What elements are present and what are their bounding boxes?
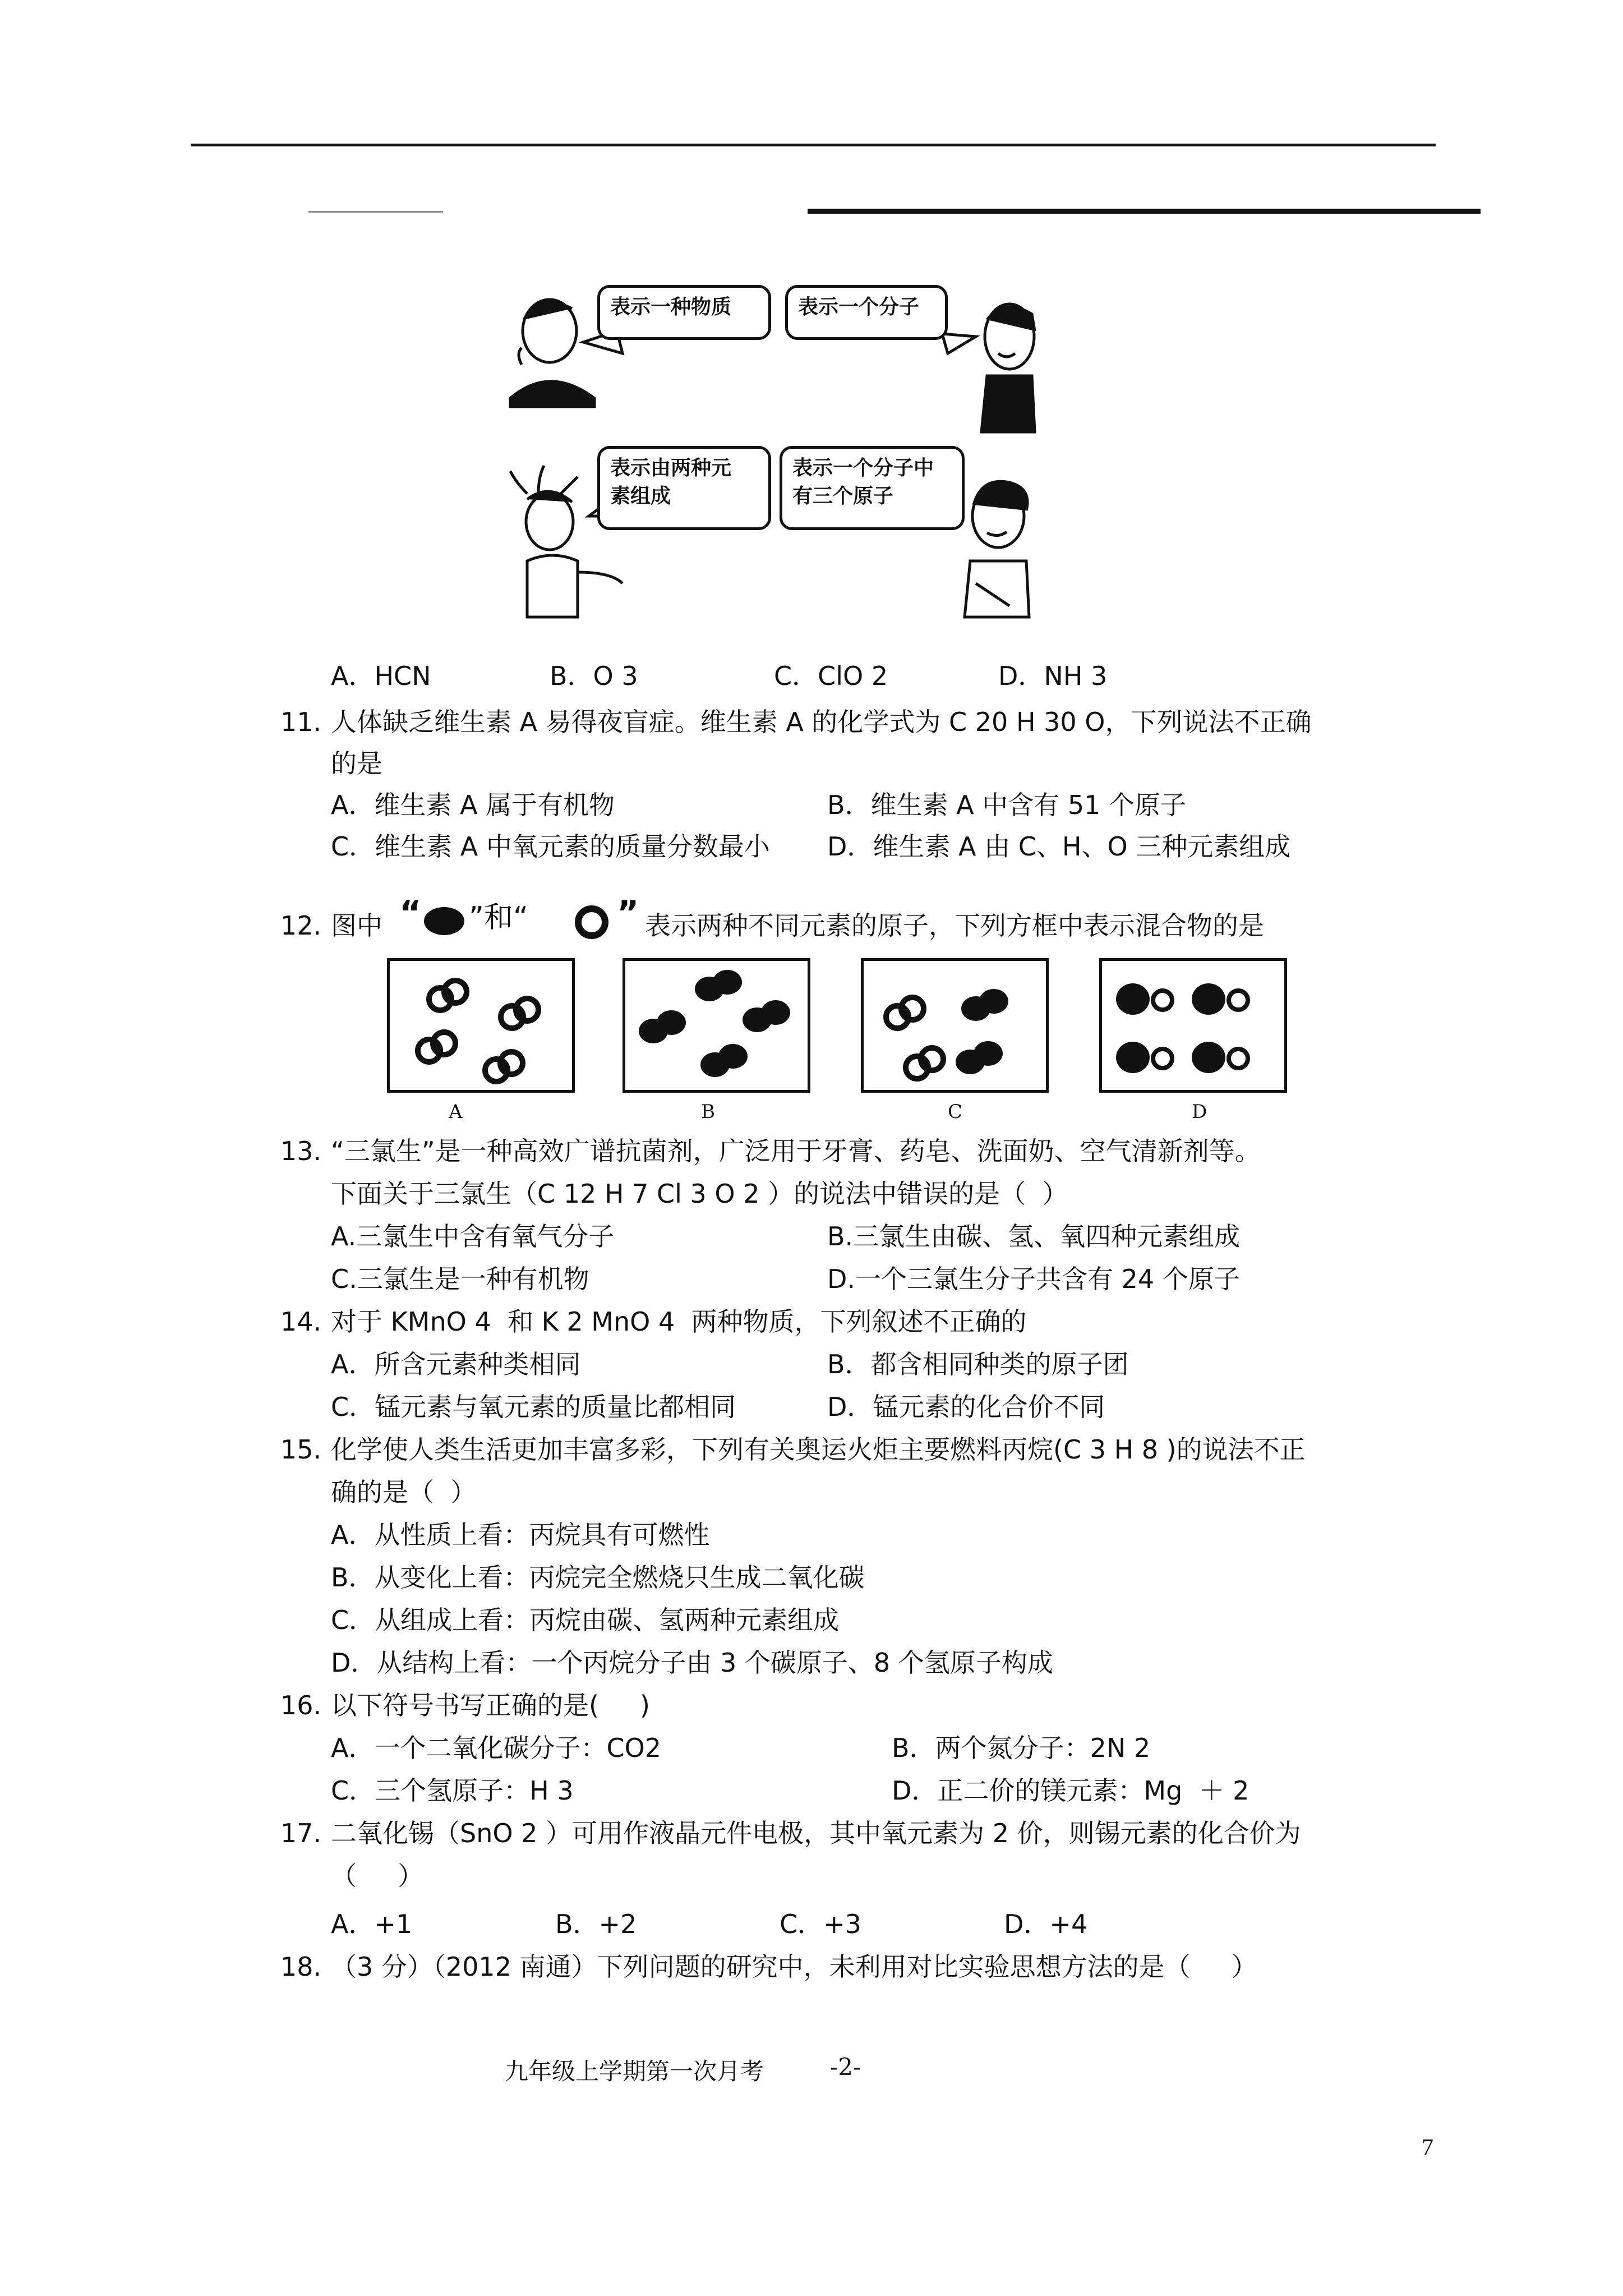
q11-number: 11. (280, 707, 322, 737)
q10-option-c: C．ClO 2 (774, 661, 888, 691)
q11-option-c: C．维生素 A 中氧元素的质量分数最小 (331, 831, 770, 862)
box-d-molecules (1102, 961, 1284, 1090)
q15-option-a: A．从性质上看：丙烷具有可燃性 (331, 1520, 710, 1550)
q12-label-c: C (948, 1101, 963, 1123)
q13-option-b: B.三氯生由碳、氢、氧四种元素组成 (827, 1221, 1241, 1251)
header-rule-secondary (808, 209, 1481, 214)
q13-stem-cont: 下面关于三氯生（C 12 H 7 Cl 3 O 2 ）的说法中错误的是（ ） (331, 1179, 1068, 1209)
q11-option-b: B．维生素 A 中含有 51 个原子 (827, 790, 1187, 820)
box-a-molecules (390, 961, 572, 1090)
q13-option-c: C.三氯生是一种有机物 (331, 1264, 589, 1294)
q15-stem-cont: 确的是（ ） (331, 1477, 477, 1507)
box-b-molecules (625, 961, 808, 1090)
q12-quote-close: ” (617, 894, 639, 933)
speech-bubble-molecule: 表示一个分子 (785, 285, 948, 340)
q12-box-d (1099, 958, 1287, 1093)
q16-stem: 以下符号书写正确的是( ) (331, 1690, 651, 1720)
q10-option-d: D．NH 3 (998, 661, 1108, 691)
student-figure-4 (965, 481, 1029, 617)
q18-number: 18. (280, 1952, 322, 1982)
q12-number: 12. (280, 910, 322, 941)
q15-number: 15. (280, 1434, 322, 1465)
q14-option-c: C．锰元素与氧元素的质量比都相同 (331, 1392, 736, 1422)
box-c-molecules (864, 961, 1046, 1090)
q16-option-b: B．两个氮分子：2N 2 (892, 1733, 1151, 1763)
q10-option-b: B．O 3 (550, 661, 638, 691)
q13-option-a: A.三氯生中含有氧气分子 (331, 1221, 615, 1251)
q17-stem-cont: （ ） (331, 1861, 424, 1891)
footer-page-label: -2- (830, 2053, 861, 2081)
q11-option-a: A．维生素 A 属于有机物 (331, 790, 615, 820)
q13-number: 13. (280, 1136, 322, 1166)
q11-stem-cont: 的是 (331, 748, 382, 779)
q12-box-b (623, 958, 810, 1093)
q12-quote-mid: ”和“ (469, 901, 528, 935)
q13-option-d: D.一个三氯生分子共含有 24 个原子 (827, 1264, 1240, 1294)
q12-stem-prefix: 图中 (331, 910, 382, 941)
q12-label-b: B (701, 1101, 715, 1123)
speech-bubble-two-elements: 表示由两种元 素组成 (597, 446, 771, 530)
page-number: 7 (1422, 2135, 1433, 2161)
q12-quote-open: “ (399, 894, 422, 933)
q17-option-d: D．+4 (1004, 1909, 1088, 1939)
q12-box-c (861, 958, 1049, 1093)
q12-box-a (387, 958, 575, 1093)
q16-option-c: C．三个氢原子：H 3 (331, 1775, 574, 1806)
q15-stem: 化学使人类生活更加丰富多彩，下列有关奥运火炬主要燃料丙烷(C 3 H 8 )的说法不正 (331, 1434, 1306, 1465)
q17-option-c: C．+3 (780, 1909, 861, 1939)
q15-option-c: C．从组成上看：丙烷由碳、氢两种元素组成 (331, 1605, 840, 1635)
q14-option-b: B．都含相同种类的原子团 (827, 1349, 1129, 1379)
q13-stem: “三氯生”是一种高效广谱抗菌剂，广泛用于牙膏、药皂、洗面奶、空气清新剂等。 (331, 1136, 1261, 1166)
q14-option-a: A．所含元素种类相同 (331, 1349, 581, 1379)
q12-stem: 表示两种不同元素的原子，下列方框中表示混合物的是 (645, 910, 1264, 941)
student-figure-1 (510, 300, 594, 407)
q17-number: 17. (280, 1818, 322, 1848)
q11-stem: 人体缺乏维生素 A 易得夜盲症。维生素 A 的化学式为 C 20 H 30 O，下列说法不正确 (331, 707, 1312, 737)
q15-option-d: D．从结构上看：一个丙烷分子由 3 个碳原子、8 个氢原子构成 (331, 1648, 1053, 1678)
q16-option-d: D．正二价的镁元素：Mg ＋ 2 (892, 1775, 1249, 1806)
q14-option-d: D．锰元素的化合价不同 (827, 1392, 1105, 1422)
q17-option-a: A．+1 (331, 1909, 413, 1939)
q18-stem: （3 分）（2012 南通）下列问题的研究中，未利用对比实验思想方法的是（ ） (331, 1952, 1257, 1982)
q15-option-b: B．从变化上看：丙烷完全燃烧只生成二氧化碳 (331, 1562, 865, 1593)
q10-option-a: A．HCN (331, 661, 431, 691)
black-atom-icon (422, 905, 467, 937)
student-figure-2 (981, 304, 1035, 432)
q12-label-d: D (1192, 1101, 1207, 1123)
q16-number: 16. (280, 1690, 322, 1720)
q17-stem: 二氧化锡（SnO 2 ）可用作液晶元件电极，其中氧元素为 2 价，则锡元素的化合价为 (331, 1818, 1301, 1848)
q16-option-a: A．一个二氧化碳分子：CO2 (331, 1733, 662, 1763)
q14-stem: 对于 KMnO 4 和 K 2 MnO 4 两种物质，下列叙述不正确的 (331, 1306, 1027, 1337)
header-rule-short (308, 211, 443, 213)
speech-bubble-substance: 表示一种物质 (597, 285, 771, 340)
q14-number: 14. (280, 1306, 322, 1337)
q17-option-b: B．+2 (555, 1909, 637, 1939)
speech-bubble-three-atoms: 表示一个分子中 有三个原子 (780, 446, 965, 530)
ring-atom-icon (572, 905, 611, 939)
q12-label-a: A (449, 1101, 463, 1123)
q11-option-d: D．维生素 A 由 C、H、O 三种元素组成 (827, 831, 1291, 862)
header-rule (191, 144, 1436, 146)
footer-exam-title: 九年级上学期第一次月考 (505, 2058, 764, 2085)
